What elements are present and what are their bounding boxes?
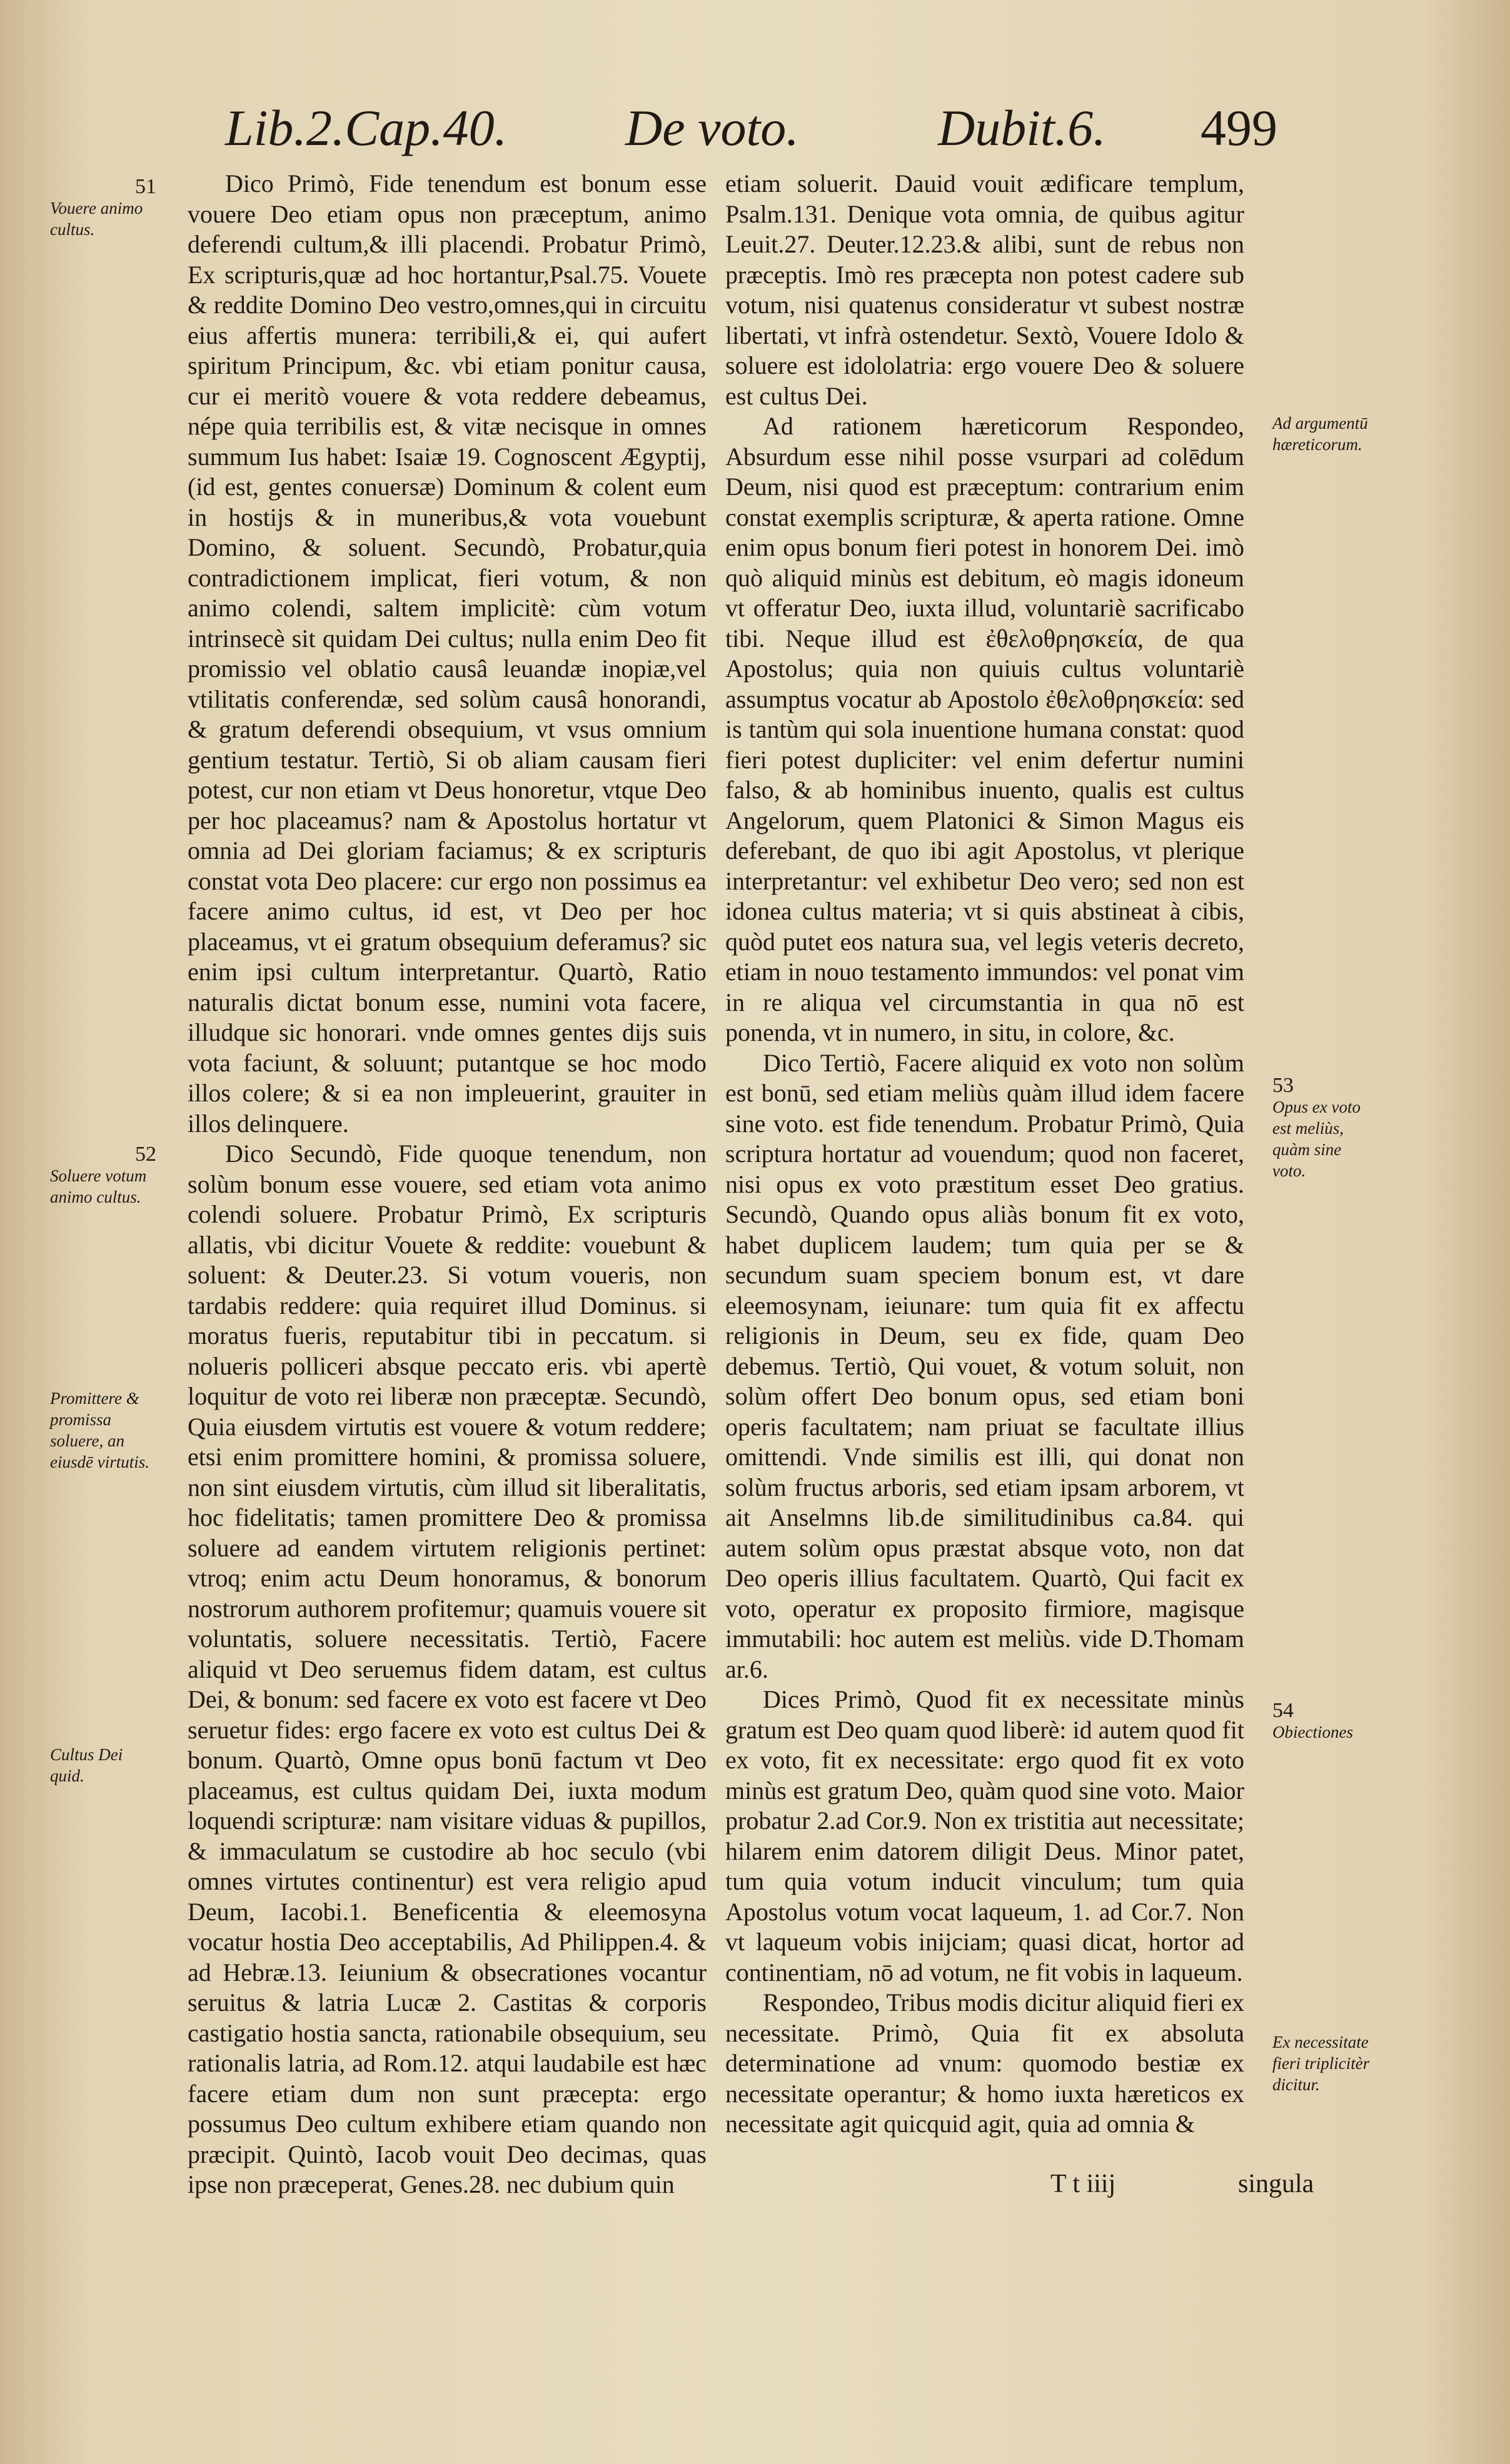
margin-note-53: [1272, 1075, 1379, 1181]
section-number: 51: [135, 175, 156, 198]
margin-note-ad-argumentum: [1272, 413, 1379, 455]
margin-note-text: Opus ex voto est meliùs, quàm sine voto.: [1272, 1098, 1361, 1180]
paragraph: Dico Tertiò, Facere aliquid ex voto non solùm est bonū, sed etiam meliùs quàm illud idem facere sine voto. est fide tenendum. Probatur Primò, Quia scriptura hortatur ad vouendum; quod non faceret, nisi opus ex voto præstitum esset Deo gratius. Secundò, Quando opus aliàs bonum fit ex voto, habet duplicem laudem; tum quia per se & secundum suam speciem bonum est, vt dare eleemosynam, ieiunare: tum quia fit ex affectu religionis in Deum, seu ex fide, quam Deo debemus. Tertiò, Qui vouet, & votum soluit, non solùm offert Deo bonum opus, sed etiam boni operis facultatem; nam priuat se facultate illius omittendi. Vnde similis est illi, qui donat non solùm fructus arboris, sed etiam ipsam arborem, vt ait Anselmns lib.de similitudinibus ca.84. qui autem solùm opus præstat absque voto, non dat Deo operis illius facultatem. Quartò, Qui facit ex voto, operatur ex proposito firmiore, magisque immutabili: hoc autem est meliùs. vide D.Thomam ar.6.: [725, 1048, 1244, 1683]
margin-note-54: [1272, 1700, 1379, 1743]
paragraph: Dices Primò, Quod fit ex necessitate minùs gratum est Deo quam quod liberè: id autem quod fit ex voto, fit ex necessitate: ergo quod fit ex voto minùs est gratum Deo, quàm quod sine voto. Maior probatur 2.ad Cor.9. Non ex tristitia aut necessitate; hilarem enim datorem diligit Deus. Minor patet, tum quia votum inducit vinculum; tum quia Apostolus votum vocat laqueum, 1. ad Cor.7. Non vt laqueum vobis inijciam; quasi dicat, hortor ad continentiam, nō ad votum, ne fit vobis in laqueum.: [725, 1685, 1244, 1986]
page-number: 499: [1200, 99, 1277, 156]
running-header: [188, 94, 1426, 163]
paragraph: Ad rationem hæreticorum Respondeo, Absurdum esse nihil posse vsurpari ad colēdum Deum, nisi quod est præceptum: contrarium enim constat exemplis scripturæ, & aperta ratione. Omne enim opus bonum fieri potest in honorem Dei. imò quò aliquid minùs est debitum, eò magis idoneum vt offeratur Deo, iuxta illud, voluntariè sacrificabo tibi. Neque illud est ἐθελοθρησκεία, de qua Apostolus; quia non quiuis cultus voluntariè assumptus vocatur ab Apostolo ἐθελοθρησκεία: sed is tantùm qui sola inuentione humana constat: quod fieri potest dupliciter: vel enim defertur numini falso, & ab hominibus inuento, qualis est cultus Angelorum, quem Platonici & Simon Magus eis deferebant, de quo ibi agit Apostolus, vt plerique interpretantur: vel exhibetur Deo vero; sed non est idonea cultus materia; vt si quis abstineat à cibis, quòd putet eos natura sua, vel legis veteris decreto, etiam in nouo testamento immundos: vel ponat vim in re aliqua vel circumstantia in qua nō est ponenda, vt in numero, in situ, in colore, &c.: [725, 412, 1244, 1046]
section-number: 53: [1272, 1074, 1294, 1097]
header-title: De voto.: [625, 99, 799, 156]
margin-note-51: [50, 176, 156, 240]
signature-mark: T t iiij: [1050, 2170, 1116, 2198]
paragraph: Dico Primò, Fide tenendum est bonum esse vouere Deo etiam opus non præceptum, animo deferendi cultum,& illi placendi. Probatur Primò, Ex scripturis,quæ ad hoc hortantur,Psal.75. Vouete & reddite Domino Deo vestro,omnes,qui in circuitu eius affertis munera: terribili,& ei, qui aufert spiritum Principum, &c. vbi etiam ponitur causa, cur ei meritò vouere & vota reddere debeamus, népe quia terribilis est, & vitæ necisque in omnes summum Ius habet: Isaiæ 19. Cognoscent Ægyptij, (id est, gentes conuersæ) Dominum & colent eum in hostijs & in muneribus,& vota vouebunt Domino, & soluent. Secundò, Probatur,quia contradictionem implicat, fieri votum, & non animo colendi, saltem implicitè: cùm votum intrinsecè sit quidam Dei cultus; nulla enim Deo fit promissio vel oblatio causâ leuandæ inopiæ,vel vtilitatis conferendæ, sed solùm causâ honorandi, & gratum deferendi obsequium, vt vsus omnium gentium testatur. Tertiò, Si ob aliam causam fieri potest, cur non etiam vt Deus honoretur, vtque Deo per hoc placeamus? nam & Apostolus hortatur vt omnia ad Dei gloriam faciamus; & ex scripturis constat vota Deo placere: cur ergo non possimus ea facere animo cultus, id est, vt Deo per hoc placeamus, vt ei gratum obsequium deferamus? sic enim ipsi cultum interpretantur. Quartò, Ratio naturalis dictat bonum esse, numini vota facere, illudque sic honorari. vnde omnes gentes dijs suis vota faciunt, & soluunt; putantque se hoc modo illos colere; & si ea non impleuerint, grauiter in illos delinquere.: [188, 169, 707, 1138]
header-book-chapter: Lib.2.Cap.40.: [225, 99, 508, 156]
margin-note-text: Ad argumentū hæreticorum.: [1272, 414, 1368, 454]
margin-note-text: Ex necessitate fieri triplicitèr dicitur.: [1272, 2033, 1370, 2094]
section-number: 52: [135, 1143, 156, 1166]
section-number: 54: [1272, 1699, 1294, 1722]
margin-note-text: Obiectiones: [1272, 1723, 1353, 1741]
margin-note-text: Vouere animo cultus.: [50, 199, 143, 239]
paragraph: Respondeo, Tribus modis dicitur aliquid fieri ex necessitate. Primò, Quia fit ex absoluta determinatione ad vnum: quomodo bestiæ ex necessitate operantur; & homo iuxta hæreticos ex necessitate agit quicquid agit, quia ad omnia &: [725, 1988, 1244, 2138]
margin-note-promittere: [50, 1388, 156, 1473]
margin-note-text: Promittere & promissa soluere, an eiusdē virtutis.: [50, 1389, 149, 1471]
margin-note-ex-necessitate: [1272, 2031, 1379, 2095]
paragraph: Dico Secundò, Fide quoque tenendum, non solùm bonum esse vouere, sed etiam vota animo colendi soluere. Probatur Primò, Ex scripturis allatis, vbi dicitur Vouete & reddite: vouebunt & soluent: & Deuter.23. Si votum voueris, non tardabis reddere: quia requiret illud Dominus. si moratus fueris, reputabitur tibi in peccatum. si nolueris polliceri absque peccato eris. vbi apertè loquitur de voto rei liberæ non præceptæ. Secundò, Quia eiusdem virtutis est vouere & votum reddere; etsi enim promittere homini, & promissa soluere, non sint eiusdem virtutis, cùm illud sit liberalitatis, hoc fidelitatis; tamen promittere Deo & promissa soluere ad eandem virtutem religionis pertinet: vtroq; enim actu Deum honoramus, & bonorum nostrorum authorem profitemur; quamuis vouere sit voluntatis, soluere necessitatis. Tertiò, Facere aliquid vt Deo seruemus fidem datam, est cultus Dei, & bonum: sed facere ex voto est facere vt Deo seruetur fides: ergo facere ex voto est cultus Dei & bonum. Quartò, Omne opus bonū factum vt Deo placeamus, est cultus quidam Dei, iuxta modum loquendi scripturæ: nam visitare viduas & pupillos, & immaculatum se custodire ab hoc seculo (vbi omnes virtutes continentur) est vera religio apud Deum, Iacobi.1. Beneficentia & eleemosyna vocatur hostia Deo acceptabilis, Ad Philippen.4. & ad Hebræ.13. Ieiunium & obsecrationes vocantur seruitus & latria Lucæ 2. Castitas & corporis castigatio hostia sancta, rationabile obsequium, seu rationalis latria, ad Rom.12. atqui laudabile est hæc facere etiam dum non sunt præcepta: ergo possumus Deo cultum exhibere etiam quando non præcipit. Quintò, Iacob vouit Deo decimas, quas ipse non præceperat, Genes.28. nec dubium quin: [188, 1139, 707, 2198]
right-text-column: [725, 169, 1244, 2140]
margin-note-52: [50, 1144, 156, 1208]
margin-note-text: Cultus Dei quid.: [50, 1745, 123, 1785]
margin-note-cultus: [50, 1744, 156, 1786]
left-text-column: [188, 169, 707, 2200]
page-footer: [725, 2169, 1314, 2206]
header-dubitatio: Dubit.6.: [938, 99, 1106, 156]
catchword: singula: [1238, 2170, 1314, 2198]
paragraph: etiam soluerit. Dauid vouit ædificare templum, Psalm.131. Denique vota omnia, de quibus agitur Leuit.27. Deuter.12.23.& alibi, sunt de rebus non præceptis. Imò res præcepta non potest cadere sub votum, nisi quatenus consideratur vt subest nostræ libertati, vt infrà ostendetur. Sextò, Vouere Idolo & soluere est idololatria: ergo vouere Deo & soluere est cultus Dei.: [725, 169, 1244, 410]
margin-note-text: Soluere votum animo cultus.: [50, 1166, 147, 1206]
